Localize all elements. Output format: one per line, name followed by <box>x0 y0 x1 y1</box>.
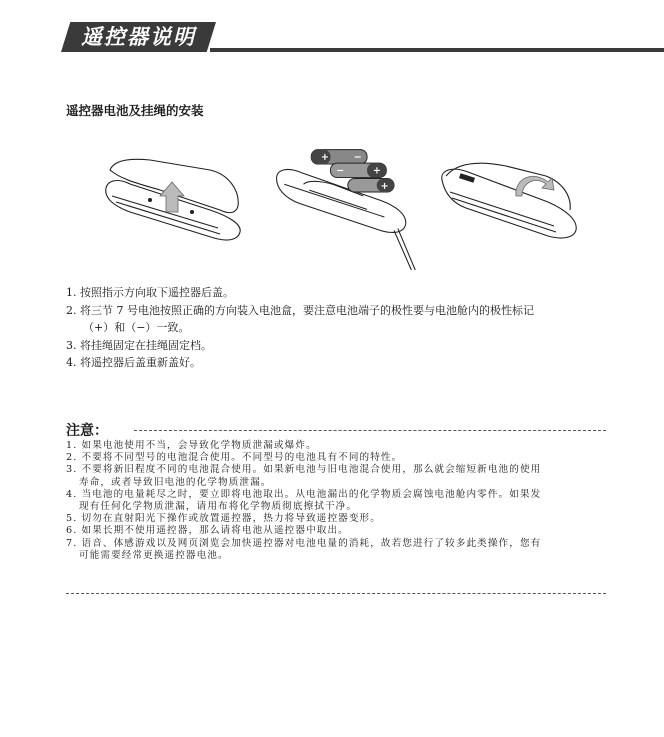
replace-cover-illustration <box>436 140 586 270</box>
list-item: 1. 如果电池使用不当，会导致化学物质泄漏或爆炸。 <box>66 440 317 451</box>
remove-cover-illustration <box>100 140 250 270</box>
list-item: 4. 当电池的电量耗尽之时，要立即将电池取出。从电池漏出的化学物质会腐蚀电池舱内零件。如果发 <box>66 488 542 500</box>
insert-battery-illustration <box>268 140 418 270</box>
notes-title: 注意： <box>66 423 108 439</box>
section-title: 遥控器电池及挂绳的安装 <box>66 103 204 118</box>
plus-sign: + <box>320 152 329 164</box>
list-item: 现有任何化学物质泄漏，请用布将化学物质彻底擦拭干净。 <box>79 501 358 513</box>
plus-sign: + <box>380 181 389 193</box>
list-item: 寿命，或者导致旧电池的化学物质泄漏。 <box>79 476 272 488</box>
list-item: 1. 按照指示方向取下遥控器后盖。 <box>66 286 234 299</box>
list-item: 5. 切勿在直射阳光下操作或放置遥控器，热力将导致遥控器变形。 <box>66 513 381 525</box>
list-item: 可能需要经常更换遥控器电池。 <box>79 549 229 561</box>
list-item: 6. 如果长期不使用遥控器，那么请将电池从遥控器中取出。 <box>66 525 349 537</box>
installation-steps <box>66 284 534 372</box>
list-item: 2. 不要将不同型号的电池混合使用。不同型号的电池具有不同的特性。 <box>66 452 403 464</box>
list-item: 2. 将三节 7 号电池按照正确的方向装入电池盒，要注意电池端子的极性要与电池舱内的极性标记 <box>66 303 534 317</box>
list-item: 4. 将遥控器后盖重新盖好。 <box>66 356 201 369</box>
list-item: （+）和（−）一致。 <box>83 321 190 334</box>
minus-sign: − <box>353 152 362 164</box>
header-rule <box>210 48 664 52</box>
minus-sign: − <box>336 165 345 177</box>
divider <box>134 430 606 431</box>
list-item: 3. 不要将新旧程度不同的电池混合使用。如果新电池与旧电池混合使用，那么就会缩短新电池的使用 <box>66 464 542 476</box>
list-item: 3. 将挂绳固定在挂绳固定档。 <box>66 338 212 352</box>
notes-list <box>66 440 606 562</box>
divider <box>66 593 606 594</box>
plus-sign: + <box>372 165 381 177</box>
list-item: 7. 语音、体感游戏以及网页浏览会加快遥控器对电池电量的消耗，故若您进行了较多此类操作，您有 <box>66 537 542 549</box>
page-title: 遥控器说明 <box>81 25 196 49</box>
